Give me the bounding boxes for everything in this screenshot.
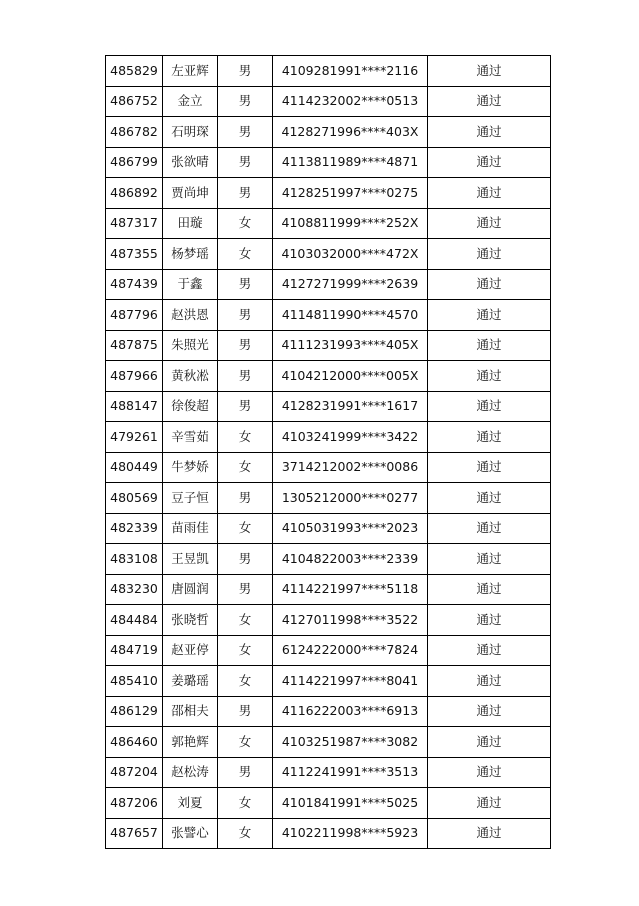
candidate-name-cell: 牛梦娇 <box>163 452 218 483</box>
candidate-gender-cell: 男 <box>218 330 273 361</box>
candidate-gender-cell: 男 <box>218 391 273 422</box>
candidate-idcard-cell: 4128231991****1617 <box>273 391 428 422</box>
candidate-gender-cell: 女 <box>218 788 273 819</box>
candidate-id-cell: 486752 <box>106 86 163 117</box>
candidate-idcard-cell: 4101841991****5025 <box>273 788 428 819</box>
candidate-gender-cell: 男 <box>218 696 273 727</box>
table-row <box>106 757 551 788</box>
candidate-id-cell: 487796 <box>106 300 163 331</box>
candidate-id-cell: 485410 <box>106 666 163 697</box>
candidate-gender-cell: 男 <box>218 178 273 209</box>
table-row <box>106 117 551 148</box>
candidate-result-cell: 通过 <box>428 666 551 697</box>
candidate-gender-cell: 男 <box>218 483 273 514</box>
candidate-id-cell: 486129 <box>106 696 163 727</box>
table-row <box>106 513 551 544</box>
candidate-result-cell: 通过 <box>428 56 551 87</box>
candidate-idcard-cell: 4114811990****4570 <box>273 300 428 331</box>
candidate-idcard-cell: 4103251987****3082 <box>273 727 428 758</box>
candidate-id-cell: 487206 <box>106 788 163 819</box>
candidate-id-cell: 487657 <box>106 818 163 849</box>
candidate-result-cell: 通过 <box>428 727 551 758</box>
candidate-result-cell: 通过 <box>428 208 551 239</box>
candidate-idcard-cell: 4127271999****2639 <box>273 269 428 300</box>
table-row <box>106 86 551 117</box>
table-row <box>106 574 551 605</box>
candidate-name-cell: 黄秋凇 <box>163 361 218 392</box>
candidate-name-cell: 赵松涛 <box>163 757 218 788</box>
candidate-id-cell: 487204 <box>106 757 163 788</box>
candidate-gender-cell: 女 <box>218 818 273 849</box>
candidate-gender-cell: 男 <box>218 574 273 605</box>
table-row <box>106 208 551 239</box>
candidate-idcard-cell: 4104212000****005X <box>273 361 428 392</box>
candidate-result-cell: 通过 <box>428 422 551 453</box>
table-row <box>106 788 551 819</box>
candidate-gender-cell: 女 <box>218 422 273 453</box>
candidate-name-cell: 豆子恒 <box>163 483 218 514</box>
candidate-id-cell: 487966 <box>106 361 163 392</box>
candidate-idcard-cell: 4114221997****8041 <box>273 666 428 697</box>
candidate-name-cell: 张晓哲 <box>163 605 218 636</box>
candidate-result-cell: 通过 <box>428 269 551 300</box>
candidate-name-cell: 唐圆润 <box>163 574 218 605</box>
candidate-result-cell: 通过 <box>428 605 551 636</box>
candidate-idcard-cell: 4128251997****0275 <box>273 178 428 209</box>
table-row <box>106 452 551 483</box>
candidate-name-cell: 于鑫 <box>163 269 218 300</box>
candidate-name-cell: 赵洪恩 <box>163 300 218 331</box>
candidate-gender-cell: 女 <box>218 605 273 636</box>
candidate-id-cell: 484484 <box>106 605 163 636</box>
candidate-name-cell: 徐俊超 <box>163 391 218 422</box>
candidate-name-cell: 贾尚坤 <box>163 178 218 209</box>
candidate-name-cell: 杨梦瑶 <box>163 239 218 270</box>
candidate-gender-cell: 女 <box>218 452 273 483</box>
candidate-name-cell: 左亚辉 <box>163 56 218 87</box>
candidate-id-cell: 484719 <box>106 635 163 666</box>
candidate-id-cell: 487439 <box>106 269 163 300</box>
table-row <box>106 818 551 849</box>
candidate-idcard-cell: 4102211998****5923 <box>273 818 428 849</box>
candidate-name-cell: 姜璐瑶 <box>163 666 218 697</box>
candidate-gender-cell: 女 <box>218 727 273 758</box>
candidate-gender-cell: 男 <box>218 56 273 87</box>
candidate-gender-cell: 男 <box>218 300 273 331</box>
candidate-idcard-cell: 4127011998****3522 <box>273 605 428 636</box>
candidate-result-cell: 通过 <box>428 361 551 392</box>
table-row <box>106 483 551 514</box>
table-row <box>106 178 551 209</box>
candidate-idcard-cell: 4108811999****252X <box>273 208 428 239</box>
candidate-id-cell: 483230 <box>106 574 163 605</box>
candidate-result-cell: 通过 <box>428 330 551 361</box>
candidate-idcard-cell: 4128271996****403X <box>273 117 428 148</box>
candidate-result-cell: 通过 <box>428 86 551 117</box>
candidate-result-cell: 通过 <box>428 452 551 483</box>
candidate-name-cell: 朱照光 <box>163 330 218 361</box>
candidate-id-cell: 483108 <box>106 544 163 575</box>
candidate-result-cell: 通过 <box>428 544 551 575</box>
candidate-idcard-cell: 4111231993****405X <box>273 330 428 361</box>
table-row <box>106 330 551 361</box>
candidate-result-cell: 通过 <box>428 818 551 849</box>
table-row <box>106 666 551 697</box>
candidate-gender-cell: 男 <box>218 117 273 148</box>
candidate-result-cell: 通过 <box>428 757 551 788</box>
candidate-id-cell: 487317 <box>106 208 163 239</box>
candidate-result-cell: 通过 <box>428 117 551 148</box>
candidate-id-cell: 486892 <box>106 178 163 209</box>
table-row <box>106 422 551 453</box>
table-row <box>106 391 551 422</box>
candidate-gender-cell: 女 <box>218 666 273 697</box>
candidate-name-cell: 刘夏 <box>163 788 218 819</box>
candidate-idcard-cell: 4109281991****2116 <box>273 56 428 87</box>
candidate-gender-cell: 女 <box>218 635 273 666</box>
candidate-idcard-cell: 4105031993****2023 <box>273 513 428 544</box>
candidate-idcard-cell: 4103032000****472X <box>273 239 428 270</box>
candidate-gender-cell: 男 <box>218 361 273 392</box>
candidate-id-cell: 486799 <box>106 147 163 178</box>
candidate-name-cell: 苗雨佳 <box>163 513 218 544</box>
candidate-result-cell: 通过 <box>428 635 551 666</box>
table-row <box>106 361 551 392</box>
candidate-result-cell: 通过 <box>428 239 551 270</box>
candidate-gender-cell: 女 <box>218 239 273 270</box>
candidate-name-cell: 石明琛 <box>163 117 218 148</box>
candidate-table-body <box>106 56 551 849</box>
table-row <box>106 605 551 636</box>
candidate-idcard-cell: 4113811989****4871 <box>273 147 428 178</box>
table-row <box>106 239 551 270</box>
candidate-id-cell: 480569 <box>106 483 163 514</box>
candidate-gender-cell: 男 <box>218 544 273 575</box>
table-row <box>106 147 551 178</box>
candidate-table <box>105 55 551 849</box>
candidate-id-cell: 482339 <box>106 513 163 544</box>
candidate-result-cell: 通过 <box>428 391 551 422</box>
candidate-id-cell: 487355 <box>106 239 163 270</box>
candidate-idcard-cell: 4114232002****0513 <box>273 86 428 117</box>
candidate-idcard-cell: 4112241991****3513 <box>273 757 428 788</box>
candidate-id-cell: 487875 <box>106 330 163 361</box>
candidate-name-cell: 金立 <box>163 86 218 117</box>
candidate-result-cell: 通过 <box>428 178 551 209</box>
table-row <box>106 300 551 331</box>
candidate-result-cell: 通过 <box>428 483 551 514</box>
candidate-gender-cell: 男 <box>218 86 273 117</box>
candidate-gender-cell: 男 <box>218 757 273 788</box>
candidate-gender-cell: 女 <box>218 513 273 544</box>
candidate-name-cell: 邵相夫 <box>163 696 218 727</box>
candidate-id-cell: 485829 <box>106 56 163 87</box>
candidate-id-cell: 479261 <box>106 422 163 453</box>
candidate-result-cell: 通过 <box>428 574 551 605</box>
candidate-result-cell: 通过 <box>428 513 551 544</box>
candidate-result-cell: 通过 <box>428 300 551 331</box>
candidate-name-cell: 王昱凯 <box>163 544 218 575</box>
candidate-name-cell: 张欲晴 <box>163 147 218 178</box>
candidate-idcard-cell: 3714212002****0086 <box>273 452 428 483</box>
table-row <box>106 696 551 727</box>
candidate-gender-cell: 男 <box>218 147 273 178</box>
table-row <box>106 269 551 300</box>
candidate-gender-cell: 男 <box>218 269 273 300</box>
candidate-result-cell: 通过 <box>428 147 551 178</box>
candidate-idcard-cell: 6124222000****7824 <box>273 635 428 666</box>
candidate-result-cell: 通过 <box>428 696 551 727</box>
candidate-name-cell: 郭艳辉 <box>163 727 218 758</box>
candidate-id-cell: 480449 <box>106 452 163 483</box>
candidate-name-cell: 辛雪茹 <box>163 422 218 453</box>
candidate-idcard-cell: 4103241999****3422 <box>273 422 428 453</box>
candidate-gender-cell: 女 <box>218 208 273 239</box>
candidate-result-cell: 通过 <box>428 788 551 819</box>
candidate-idcard-cell: 4116222003****6913 <box>273 696 428 727</box>
table-row <box>106 727 551 758</box>
candidate-idcard-cell: 4114221997****5118 <box>273 574 428 605</box>
candidate-id-cell: 486782 <box>106 117 163 148</box>
table-row <box>106 635 551 666</box>
candidate-name-cell: 田璇 <box>163 208 218 239</box>
candidate-id-cell: 488147 <box>106 391 163 422</box>
table-row <box>106 544 551 575</box>
candidate-name-cell: 赵亚停 <box>163 635 218 666</box>
table-row <box>106 56 551 87</box>
candidate-id-cell: 486460 <box>106 727 163 758</box>
candidate-idcard-cell: 4104822003****2339 <box>273 544 428 575</box>
candidate-idcard-cell: 1305212000****0277 <box>273 483 428 514</box>
candidate-name-cell: 张譬心 <box>163 818 218 849</box>
